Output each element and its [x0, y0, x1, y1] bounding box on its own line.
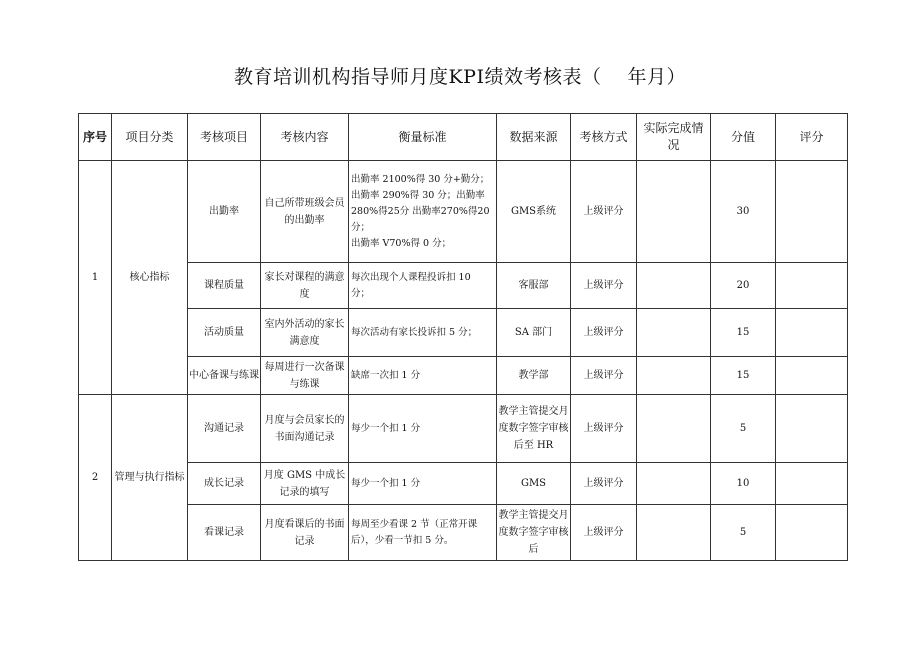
row-content: 家长对课程的满意度	[261, 263, 349, 309]
header-item: 考核项目	[188, 114, 261, 161]
header-seq: 序号	[79, 114, 112, 161]
document-title: 教育培训机构指导师月度KPI绩效考核表（ 年月）	[233, 66, 687, 88]
group-category: 核心指标	[112, 161, 188, 395]
row-source: SA 部门	[497, 309, 571, 357]
header-category: 项目分类	[112, 114, 188, 161]
row-source: GMS系统	[497, 161, 571, 263]
row-actual	[637, 463, 711, 505]
row-method: 上级评分	[571, 161, 637, 263]
table-row	[79, 263, 848, 309]
standard-line: 分；	[351, 221, 371, 233]
row-standard	[349, 309, 497, 357]
row-method: 上级评分	[571, 463, 637, 505]
header-method: 考核方式	[571, 114, 637, 161]
standard-line: 每少一个扣 1 分	[351, 422, 421, 434]
standard-line: 出勤率 2100%得 30 分+勤分；	[351, 173, 490, 185]
row-score-value: 15	[711, 357, 776, 395]
row-item: 沟通记录	[188, 395, 261, 463]
row-method: 上级评分	[571, 395, 637, 463]
row-source: 教学主管提交月度数字签字审核后至 HR	[497, 395, 571, 463]
standard-line: 每次活动有家长投诉扣 5 分；	[351, 326, 478, 338]
table-row	[79, 505, 848, 561]
row-item: 中心备课与练课	[188, 357, 261, 395]
row-rating	[776, 395, 848, 463]
row-score-value: 5	[711, 395, 776, 463]
standard-line: 出勤率 290%得 30 分；出勤率	[351, 189, 485, 201]
table-row	[79, 161, 848, 263]
row-score-value: 5	[711, 505, 776, 561]
group-seq: 1	[79, 161, 112, 395]
row-score-value: 10	[711, 463, 776, 505]
row-standard	[349, 161, 497, 263]
standard-line: 每次出现个人课程投诉扣 10	[351, 271, 471, 283]
row-item: 课程质量	[188, 263, 261, 309]
standard-line: 每周至少看课 2 节（正常开课	[351, 518, 478, 530]
row-method: 上级评分	[571, 309, 637, 357]
row-standard	[349, 357, 497, 395]
table-row	[79, 309, 848, 357]
group-seq: 2	[79, 395, 112, 561]
row-rating	[776, 357, 848, 395]
row-actual	[637, 263, 711, 309]
header-rating: 评分	[776, 114, 848, 161]
header-actual: 实际完成情况	[637, 114, 711, 161]
row-standard	[349, 395, 497, 463]
header-source: 数据来源	[497, 114, 571, 161]
header-row	[79, 114, 848, 161]
row-source: 客服部	[497, 263, 571, 309]
row-standard	[349, 505, 497, 561]
standard-line: 每少一个扣 1 分	[351, 477, 421, 489]
standard-line: 分；	[351, 287, 371, 299]
row-score-value: 30	[711, 161, 776, 263]
row-rating	[776, 505, 848, 561]
table-row	[79, 357, 848, 395]
row-item: 成长记录	[188, 463, 261, 505]
row-rating	[776, 263, 848, 309]
row-item: 出勤率	[188, 161, 261, 263]
row-actual	[637, 505, 711, 561]
row-content: 月度看课后的书面记录	[261, 505, 349, 561]
standard-line: 280%得25分 出勤率270%得20	[351, 205, 490, 217]
row-item: 看课记录	[188, 505, 261, 561]
row-actual	[637, 357, 711, 395]
table-row	[79, 395, 848, 463]
row-content: 月度 GMS 中成长记录的填写	[261, 463, 349, 505]
row-actual	[637, 309, 711, 357]
standard-line: 缺席一次扣 1 分	[351, 369, 421, 381]
row-actual	[637, 395, 711, 463]
row-rating	[776, 309, 848, 357]
row-method: 上级评分	[571, 505, 637, 561]
header-content: 考核内容	[261, 114, 349, 161]
row-item: 活动质量	[188, 309, 261, 357]
row-content: 每周进行一次备课与练课	[261, 357, 349, 395]
row-standard	[349, 463, 497, 505]
row-content: 自己所带班级会员的出勤率	[261, 161, 349, 263]
row-rating	[776, 161, 848, 263]
row-source: GMS	[497, 463, 571, 505]
row-score-value: 15	[711, 309, 776, 357]
row-method: 上级评分	[571, 357, 637, 395]
row-content: 室内外活动的家长满意度	[261, 309, 349, 357]
row-score-value: 20	[711, 263, 776, 309]
standard-line: 后），少看一节扣 5 分。	[351, 534, 454, 546]
row-source: 教学主管提交月度数字签字审核后	[497, 505, 571, 561]
row-rating	[776, 463, 848, 505]
row-actual	[637, 161, 711, 263]
group-category: 管理与执行指标	[112, 395, 188, 561]
row-source: 教学部	[497, 357, 571, 395]
row-method: 上级评分	[571, 263, 637, 309]
row-standard	[349, 263, 497, 309]
row-content: 月度与会员家长的书面沟通记录	[261, 395, 349, 463]
kpi-table	[78, 113, 848, 561]
standard-line: 出勤率 V70%得 0 分；	[351, 237, 452, 249]
header-score-value: 分值	[711, 114, 776, 161]
table-row	[79, 463, 848, 505]
header-standard: 衡量标准	[349, 114, 497, 161]
